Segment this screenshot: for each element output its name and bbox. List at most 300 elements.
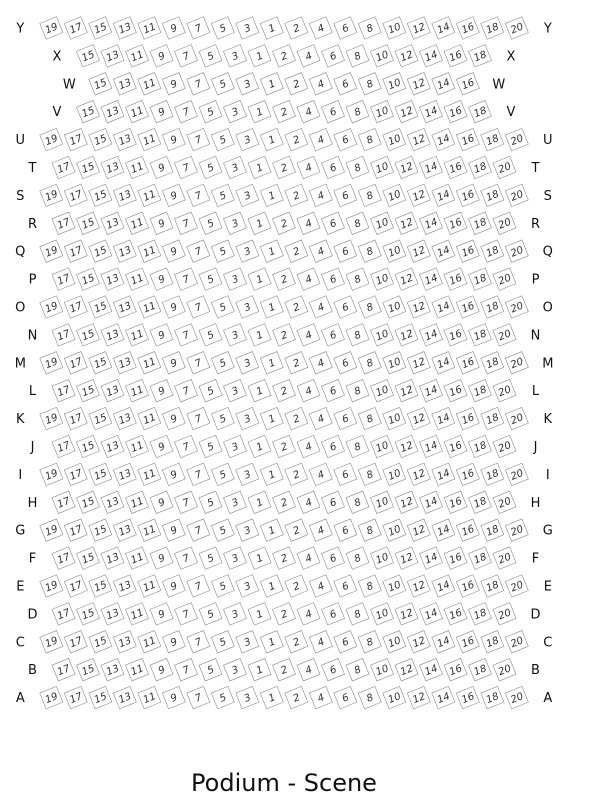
- seat[interactable]: [334, 240, 357, 263]
- seat[interactable]: [162, 73, 185, 96]
- seat[interactable]: [493, 379, 516, 402]
- seat[interactable]: [297, 603, 320, 626]
- seat[interactable]: [223, 547, 246, 570]
- seat[interactable]: [456, 463, 479, 486]
- seat[interactable]: [76, 156, 99, 179]
- seat[interactable]: [101, 100, 124, 123]
- seat[interactable]: [138, 296, 161, 319]
- seat[interactable]: [113, 463, 136, 486]
- seat[interactable]: [481, 463, 504, 486]
- seat[interactable]: [174, 491, 197, 514]
- seat[interactable]: [89, 352, 112, 375]
- seat[interactable]: [76, 603, 99, 626]
- seat[interactable]: [236, 519, 259, 542]
- seat[interactable]: [52, 324, 75, 347]
- seat[interactable]: [432, 463, 455, 486]
- seat[interactable]: [334, 575, 357, 598]
- seat[interactable]: [113, 184, 136, 207]
- seat[interactable]: [407, 463, 430, 486]
- seat[interactable]: [358, 184, 381, 207]
- seat[interactable]: [468, 100, 491, 123]
- seat[interactable]: [64, 407, 87, 430]
- seat[interactable]: [334, 631, 357, 654]
- seat[interactable]: [285, 184, 308, 207]
- seat[interactable]: [481, 17, 504, 40]
- seat[interactable]: [89, 128, 112, 151]
- seat[interactable]: [407, 296, 430, 319]
- seat[interactable]: [76, 658, 99, 681]
- seat[interactable]: [285, 407, 308, 430]
- seat[interactable]: [187, 73, 210, 96]
- seat[interactable]: [248, 435, 271, 458]
- seat[interactable]: [211, 184, 234, 207]
- seat[interactable]: [101, 547, 124, 570]
- seat[interactable]: [223, 658, 246, 681]
- seat[interactable]: [260, 17, 283, 40]
- seat[interactable]: [260, 296, 283, 319]
- seat[interactable]: [162, 296, 185, 319]
- seat[interactable]: [370, 156, 393, 179]
- seat[interactable]: [358, 73, 381, 96]
- seat[interactable]: [199, 268, 222, 291]
- seat[interactable]: [248, 547, 271, 570]
- seat[interactable]: [211, 240, 234, 263]
- seat[interactable]: [113, 352, 136, 375]
- seat[interactable]: [297, 212, 320, 235]
- seat[interactable]: [187, 686, 210, 709]
- seat[interactable]: [285, 463, 308, 486]
- seat[interactable]: [138, 575, 161, 598]
- seat[interactable]: [505, 296, 528, 319]
- seat[interactable]: [468, 491, 491, 514]
- seat[interactable]: [162, 17, 185, 40]
- seat[interactable]: [321, 658, 344, 681]
- seat[interactable]: [76, 100, 99, 123]
- seat[interactable]: [199, 435, 222, 458]
- seat[interactable]: [187, 575, 210, 598]
- seat[interactable]: [52, 268, 75, 291]
- seat[interactable]: [456, 519, 479, 542]
- seat[interactable]: [162, 352, 185, 375]
- seat[interactable]: [285, 631, 308, 654]
- seat[interactable]: [174, 658, 197, 681]
- seat[interactable]: [52, 435, 75, 458]
- seat[interactable]: [187, 296, 210, 319]
- seat[interactable]: [493, 212, 516, 235]
- seat[interactable]: [370, 212, 393, 235]
- seat[interactable]: [346, 603, 369, 626]
- seat[interactable]: [285, 296, 308, 319]
- seat[interactable]: [321, 491, 344, 514]
- seat[interactable]: [419, 45, 442, 68]
- seat[interactable]: [150, 212, 173, 235]
- seat[interactable]: [40, 352, 63, 375]
- seat[interactable]: [334, 352, 357, 375]
- seat[interactable]: [285, 73, 308, 96]
- seat[interactable]: [444, 547, 467, 570]
- seat[interactable]: [187, 463, 210, 486]
- seat[interactable]: [383, 352, 406, 375]
- seat[interactable]: [272, 547, 295, 570]
- seat[interactable]: [199, 212, 222, 235]
- seat[interactable]: [383, 240, 406, 263]
- seat[interactable]: [223, 324, 246, 347]
- seat[interactable]: [407, 352, 430, 375]
- seat[interactable]: [309, 407, 332, 430]
- seat[interactable]: [456, 128, 479, 151]
- seat[interactable]: [138, 463, 161, 486]
- seat[interactable]: [358, 463, 381, 486]
- seat[interactable]: [505, 128, 528, 151]
- seat[interactable]: [419, 603, 442, 626]
- seat[interactable]: [370, 100, 393, 123]
- seat[interactable]: [272, 435, 295, 458]
- seat[interactable]: [432, 296, 455, 319]
- seat[interactable]: [346, 45, 369, 68]
- seat[interactable]: [211, 463, 234, 486]
- seat[interactable]: [89, 73, 112, 96]
- seat[interactable]: [272, 379, 295, 402]
- seat[interactable]: [64, 296, 87, 319]
- seat[interactable]: [468, 268, 491, 291]
- seat[interactable]: [444, 100, 467, 123]
- seat[interactable]: [211, 73, 234, 96]
- seat[interactable]: [150, 100, 173, 123]
- seat[interactable]: [52, 491, 75, 514]
- seat[interactable]: [309, 686, 332, 709]
- seat[interactable]: [64, 463, 87, 486]
- seat[interactable]: [52, 603, 75, 626]
- seat[interactable]: [383, 686, 406, 709]
- seat[interactable]: [236, 240, 259, 263]
- seat[interactable]: [346, 435, 369, 458]
- seat[interactable]: [272, 491, 295, 514]
- seat[interactable]: [64, 631, 87, 654]
- seat[interactable]: [150, 435, 173, 458]
- seat[interactable]: [444, 658, 467, 681]
- seat[interactable]: [407, 519, 430, 542]
- seat[interactable]: [505, 407, 528, 430]
- seat[interactable]: [432, 352, 455, 375]
- seat[interactable]: [199, 491, 222, 514]
- seat[interactable]: [52, 547, 75, 570]
- seat[interactable]: [40, 184, 63, 207]
- seat[interactable]: [236, 463, 259, 486]
- seat[interactable]: [150, 658, 173, 681]
- seat[interactable]: [138, 17, 161, 40]
- seat[interactable]: [113, 686, 136, 709]
- seat[interactable]: [272, 603, 295, 626]
- seat[interactable]: [468, 212, 491, 235]
- seat[interactable]: [395, 268, 418, 291]
- seat[interactable]: [334, 407, 357, 430]
- seat[interactable]: [236, 73, 259, 96]
- seat[interactable]: [174, 156, 197, 179]
- seat[interactable]: [456, 73, 479, 96]
- seat[interactable]: [481, 575, 504, 598]
- seat[interactable]: [370, 658, 393, 681]
- seat[interactable]: [64, 240, 87, 263]
- seat[interactable]: [101, 212, 124, 235]
- seat[interactable]: [285, 240, 308, 263]
- seat[interactable]: [432, 631, 455, 654]
- seat[interactable]: [150, 268, 173, 291]
- seat[interactable]: [187, 352, 210, 375]
- seat[interactable]: [260, 463, 283, 486]
- seat[interactable]: [199, 603, 222, 626]
- seat[interactable]: [383, 631, 406, 654]
- seat[interactable]: [468, 379, 491, 402]
- seat[interactable]: [444, 379, 467, 402]
- seat[interactable]: [395, 379, 418, 402]
- seat[interactable]: [125, 547, 148, 570]
- seat[interactable]: [493, 324, 516, 347]
- seat[interactable]: [40, 296, 63, 319]
- seat[interactable]: [113, 17, 136, 40]
- seat[interactable]: [309, 73, 332, 96]
- seat[interactable]: [334, 184, 357, 207]
- seat[interactable]: [236, 128, 259, 151]
- seat[interactable]: [248, 156, 271, 179]
- seat[interactable]: [89, 184, 112, 207]
- seat[interactable]: [334, 17, 357, 40]
- seat[interactable]: [260, 128, 283, 151]
- seat[interactable]: [162, 519, 185, 542]
- seat[interactable]: [113, 296, 136, 319]
- seat[interactable]: [481, 184, 504, 207]
- seat[interactable]: [505, 184, 528, 207]
- seat[interactable]: [260, 575, 283, 598]
- seat[interactable]: [297, 324, 320, 347]
- seat[interactable]: [236, 407, 259, 430]
- seat[interactable]: [383, 296, 406, 319]
- seat[interactable]: [260, 686, 283, 709]
- seat[interactable]: [113, 73, 136, 96]
- seat[interactable]: [432, 17, 455, 40]
- seat[interactable]: [432, 73, 455, 96]
- seat[interactable]: [370, 45, 393, 68]
- seat[interactable]: [334, 73, 357, 96]
- seat[interactable]: [199, 100, 222, 123]
- seat[interactable]: [309, 240, 332, 263]
- seat[interactable]: [223, 156, 246, 179]
- seat[interactable]: [493, 603, 516, 626]
- seat[interactable]: [223, 491, 246, 514]
- seat[interactable]: [407, 184, 430, 207]
- seat[interactable]: [285, 575, 308, 598]
- seat[interactable]: [456, 240, 479, 263]
- seat[interactable]: [309, 296, 332, 319]
- seat[interactable]: [370, 268, 393, 291]
- seat[interactable]: [248, 658, 271, 681]
- seat[interactable]: [358, 296, 381, 319]
- seat[interactable]: [309, 184, 332, 207]
- seat[interactable]: [40, 631, 63, 654]
- seat[interactable]: [456, 296, 479, 319]
- seat[interactable]: [321, 268, 344, 291]
- seat[interactable]: [432, 128, 455, 151]
- seat[interactable]: [297, 547, 320, 570]
- seat[interactable]: [174, 379, 197, 402]
- seat[interactable]: [187, 631, 210, 654]
- seat[interactable]: [444, 324, 467, 347]
- seat[interactable]: [89, 575, 112, 598]
- seat[interactable]: [223, 603, 246, 626]
- seat[interactable]: [419, 658, 442, 681]
- seat[interactable]: [113, 240, 136, 263]
- seat[interactable]: [444, 268, 467, 291]
- seat[interactable]: [444, 156, 467, 179]
- seat[interactable]: [162, 184, 185, 207]
- seat[interactable]: [162, 240, 185, 263]
- seat[interactable]: [481, 686, 504, 709]
- seat[interactable]: [395, 324, 418, 347]
- seat[interactable]: [493, 547, 516, 570]
- seat[interactable]: [248, 491, 271, 514]
- seat[interactable]: [174, 45, 197, 68]
- seat[interactable]: [211, 17, 234, 40]
- seat[interactable]: [370, 603, 393, 626]
- seat[interactable]: [101, 658, 124, 681]
- seat[interactable]: [444, 212, 467, 235]
- seat[interactable]: [481, 519, 504, 542]
- seat[interactable]: [370, 491, 393, 514]
- seat[interactable]: [199, 547, 222, 570]
- seat[interactable]: [187, 240, 210, 263]
- seat[interactable]: [468, 156, 491, 179]
- seat[interactable]: [358, 128, 381, 151]
- seat[interactable]: [150, 324, 173, 347]
- seat[interactable]: [346, 268, 369, 291]
- seat[interactable]: [297, 658, 320, 681]
- seat[interactable]: [395, 100, 418, 123]
- seat[interactable]: [383, 73, 406, 96]
- seat[interactable]: [138, 73, 161, 96]
- seat[interactable]: [493, 491, 516, 514]
- seat[interactable]: [383, 519, 406, 542]
- seat[interactable]: [321, 45, 344, 68]
- seat[interactable]: [358, 631, 381, 654]
- seat[interactable]: [407, 575, 430, 598]
- seat[interactable]: [101, 379, 124, 402]
- seat[interactable]: [89, 519, 112, 542]
- seat[interactable]: [89, 240, 112, 263]
- seat[interactable]: [358, 519, 381, 542]
- seat[interactable]: [101, 324, 124, 347]
- seat[interactable]: [113, 128, 136, 151]
- seat[interactable]: [481, 128, 504, 151]
- seat[interactable]: [125, 45, 148, 68]
- seat[interactable]: [334, 686, 357, 709]
- seat[interactable]: [432, 407, 455, 430]
- seat[interactable]: [260, 184, 283, 207]
- seat[interactable]: [358, 17, 381, 40]
- seat[interactable]: [64, 184, 87, 207]
- seat[interactable]: [309, 17, 332, 40]
- seat[interactable]: [236, 184, 259, 207]
- seat[interactable]: [162, 463, 185, 486]
- seat[interactable]: [407, 128, 430, 151]
- seat[interactable]: [493, 435, 516, 458]
- seat[interactable]: [419, 379, 442, 402]
- seat[interactable]: [89, 296, 112, 319]
- seat[interactable]: [125, 491, 148, 514]
- seat[interactable]: [76, 547, 99, 570]
- seat[interactable]: [493, 658, 516, 681]
- seat[interactable]: [174, 100, 197, 123]
- seat[interactable]: [52, 212, 75, 235]
- seat[interactable]: [272, 268, 295, 291]
- seat[interactable]: [64, 686, 87, 709]
- seat[interactable]: [370, 547, 393, 570]
- seat[interactable]: [481, 352, 504, 375]
- seat[interactable]: [187, 184, 210, 207]
- seat[interactable]: [334, 128, 357, 151]
- seat[interactable]: [321, 156, 344, 179]
- seat[interactable]: [444, 45, 467, 68]
- seat[interactable]: [260, 631, 283, 654]
- seat[interactable]: [297, 100, 320, 123]
- seat[interactable]: [334, 519, 357, 542]
- seat[interactable]: [101, 603, 124, 626]
- seat[interactable]: [211, 519, 234, 542]
- seat[interactable]: [505, 463, 528, 486]
- seat[interactable]: [236, 296, 259, 319]
- seat[interactable]: [272, 212, 295, 235]
- seat[interactable]: [321, 379, 344, 402]
- seat[interactable]: [150, 156, 173, 179]
- seat[interactable]: [419, 100, 442, 123]
- seat[interactable]: [407, 240, 430, 263]
- seat[interactable]: [419, 547, 442, 570]
- seat[interactable]: [419, 491, 442, 514]
- seat[interactable]: [444, 435, 467, 458]
- seat[interactable]: [174, 324, 197, 347]
- seat[interactable]: [297, 156, 320, 179]
- seat[interactable]: [101, 45, 124, 68]
- seat[interactable]: [383, 184, 406, 207]
- seat[interactable]: [211, 631, 234, 654]
- seat[interactable]: [395, 491, 418, 514]
- seat[interactable]: [40, 17, 63, 40]
- seat[interactable]: [76, 435, 99, 458]
- seat[interactable]: [346, 547, 369, 570]
- seat[interactable]: [125, 156, 148, 179]
- seat[interactable]: [125, 324, 148, 347]
- seat[interactable]: [505, 631, 528, 654]
- seat[interactable]: [309, 631, 332, 654]
- seat[interactable]: [248, 100, 271, 123]
- seat[interactable]: [309, 128, 332, 151]
- seat[interactable]: [211, 575, 234, 598]
- seat[interactable]: [468, 547, 491, 570]
- seat[interactable]: [40, 128, 63, 151]
- seat[interactable]: [456, 17, 479, 40]
- seat[interactable]: [150, 603, 173, 626]
- seat[interactable]: [505, 17, 528, 40]
- seat[interactable]: [493, 268, 516, 291]
- seat[interactable]: [125, 268, 148, 291]
- seat[interactable]: [297, 379, 320, 402]
- seat[interactable]: [76, 379, 99, 402]
- seat[interactable]: [223, 268, 246, 291]
- seat[interactable]: [468, 324, 491, 347]
- seat[interactable]: [444, 603, 467, 626]
- seat[interactable]: [383, 575, 406, 598]
- seat[interactable]: [199, 156, 222, 179]
- seat[interactable]: [64, 519, 87, 542]
- seat[interactable]: [52, 379, 75, 402]
